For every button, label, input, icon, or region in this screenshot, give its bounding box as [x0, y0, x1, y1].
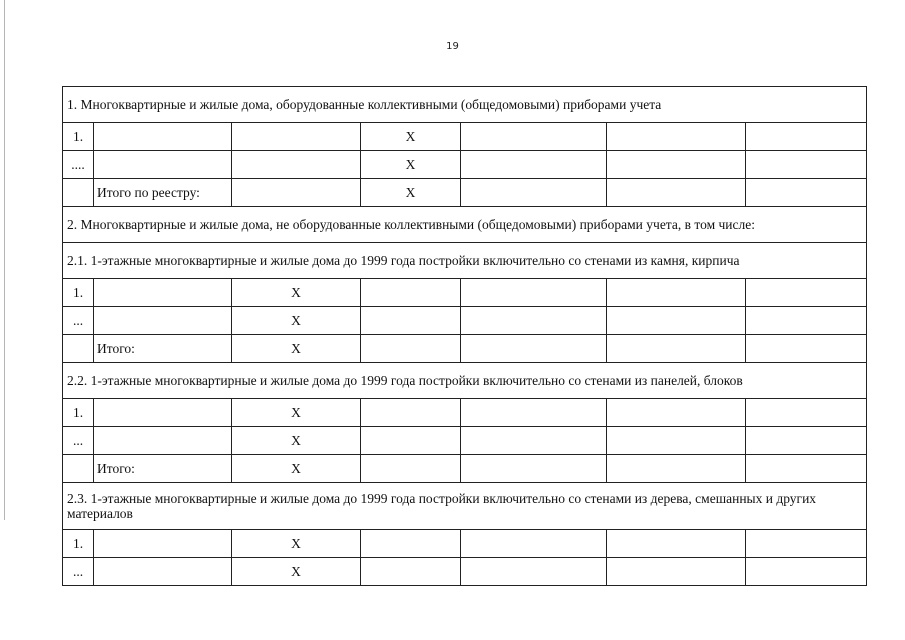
row-number-cell: [63, 455, 94, 483]
empty-cell: [232, 179, 361, 207]
row-label-cell: [94, 151, 232, 179]
empty-cell: [361, 335, 461, 363]
empty-cell: [461, 335, 607, 363]
empty-cell: [361, 530, 461, 558]
empty-cell: [361, 558, 461, 586]
row-label-cell: [94, 427, 232, 455]
empty-cell: [607, 279, 746, 307]
empty-cell: [361, 455, 461, 483]
x-mark-cell: X: [361, 179, 461, 207]
table-row: [63, 530, 867, 558]
row-number-cell: [63, 179, 94, 207]
empty-cell: [461, 530, 607, 558]
x-mark-cell: X: [232, 558, 361, 586]
empty-cell: [461, 279, 607, 307]
row-number-cell: ....: [63, 151, 94, 179]
registry-table: [62, 86, 867, 586]
empty-cell: [607, 123, 746, 151]
table-row: [63, 151, 867, 179]
row-number-cell: 1.: [63, 279, 94, 307]
section-header-row: [63, 363, 867, 399]
empty-cell: [461, 558, 607, 586]
table-row: [63, 427, 867, 455]
empty-cell: [607, 399, 746, 427]
row-label-cell: [94, 123, 232, 151]
x-mark-cell: X: [232, 455, 361, 483]
x-mark-cell: X: [232, 335, 361, 363]
empty-cell: [607, 179, 746, 207]
section-title: 2.3. 1-этажные многоквартирные и жилые дома до 1999 года постройки включительно со стенами из дерева, смешанных и других материалов: [63, 483, 867, 530]
section-title: 2.1. 1-этажные многоквартирные и жилые дома до 1999 года постройки включительно со стенами из камня, кирпича: [63, 243, 867, 279]
page-number: 19: [446, 41, 459, 52]
table-row: [63, 279, 867, 307]
empty-cell: [607, 335, 746, 363]
empty-cell: [746, 530, 867, 558]
section-header-row: [63, 243, 867, 279]
page-left-edge-line: [4, 0, 5, 520]
row-number-cell: 1.: [63, 399, 94, 427]
row-label-cell: [94, 530, 232, 558]
table-row: [63, 123, 867, 151]
x-mark-cell: X: [232, 307, 361, 335]
x-mark-cell: X: [232, 530, 361, 558]
table-row: [63, 179, 867, 207]
empty-cell: [746, 427, 867, 455]
section-header-row: [63, 483, 867, 530]
row-number-cell: [63, 335, 94, 363]
row-label-cell: [94, 399, 232, 427]
empty-cell: [232, 151, 361, 179]
empty-cell: [461, 123, 607, 151]
empty-cell: [361, 427, 461, 455]
row-number-cell: ...: [63, 307, 94, 335]
empty-cell: [746, 151, 867, 179]
section-header-row: [63, 207, 867, 243]
empty-cell: [361, 279, 461, 307]
empty-cell: [607, 455, 746, 483]
empty-cell: [461, 179, 607, 207]
empty-cell: [746, 179, 867, 207]
empty-cell: [461, 427, 607, 455]
table-row: [63, 307, 867, 335]
empty-cell: [361, 399, 461, 427]
empty-cell: [361, 307, 461, 335]
table-row: [63, 399, 867, 427]
row-label-cell: [94, 307, 232, 335]
x-mark-cell: X: [232, 427, 361, 455]
section-title: 1. Многоквартирные и жилые дома, оборудованные коллективными (общедомовыми) приборами учета: [63, 87, 867, 123]
empty-cell: [461, 399, 607, 427]
empty-cell: [746, 558, 867, 586]
empty-cell: [232, 123, 361, 151]
empty-cell: [607, 307, 746, 335]
row-label-cell: [94, 558, 232, 586]
x-mark-cell: X: [232, 279, 361, 307]
empty-cell: [746, 399, 867, 427]
section-title: 2. Многоквартирные и жилые дома, не оборудованные коллективными (общедомовыми) приборами учета, в том числе:: [63, 207, 867, 243]
x-mark-cell: X: [361, 123, 461, 151]
row-number-cell: ...: [63, 558, 94, 586]
empty-cell: [746, 307, 867, 335]
row-number-cell: 1.: [63, 123, 94, 151]
x-mark-cell: X: [361, 151, 461, 179]
empty-cell: [746, 455, 867, 483]
table-row: [63, 558, 867, 586]
row-label-cell: Итого:: [94, 455, 232, 483]
empty-cell: [461, 307, 607, 335]
empty-cell: [746, 279, 867, 307]
row-number-cell: 1.: [63, 530, 94, 558]
empty-cell: [461, 455, 607, 483]
x-mark-cell: X: [232, 399, 361, 427]
section-title: 2.2. 1-этажные многоквартирные и жилые дома до 1999 года постройки включительно со стенами из панелей, блоков: [63, 363, 867, 399]
empty-cell: [461, 151, 607, 179]
table-row: [63, 335, 867, 363]
empty-cell: [746, 123, 867, 151]
empty-cell: [607, 530, 746, 558]
empty-cell: [746, 335, 867, 363]
row-label-cell: Итого по реестру:: [94, 179, 232, 207]
empty-cell: [607, 427, 746, 455]
row-label-cell: [94, 279, 232, 307]
table-row: [63, 455, 867, 483]
section-header-row: [63, 87, 867, 123]
empty-cell: [607, 558, 746, 586]
empty-cell: [607, 151, 746, 179]
row-label-cell: Итого:: [94, 335, 232, 363]
row-number-cell: ...: [63, 427, 94, 455]
